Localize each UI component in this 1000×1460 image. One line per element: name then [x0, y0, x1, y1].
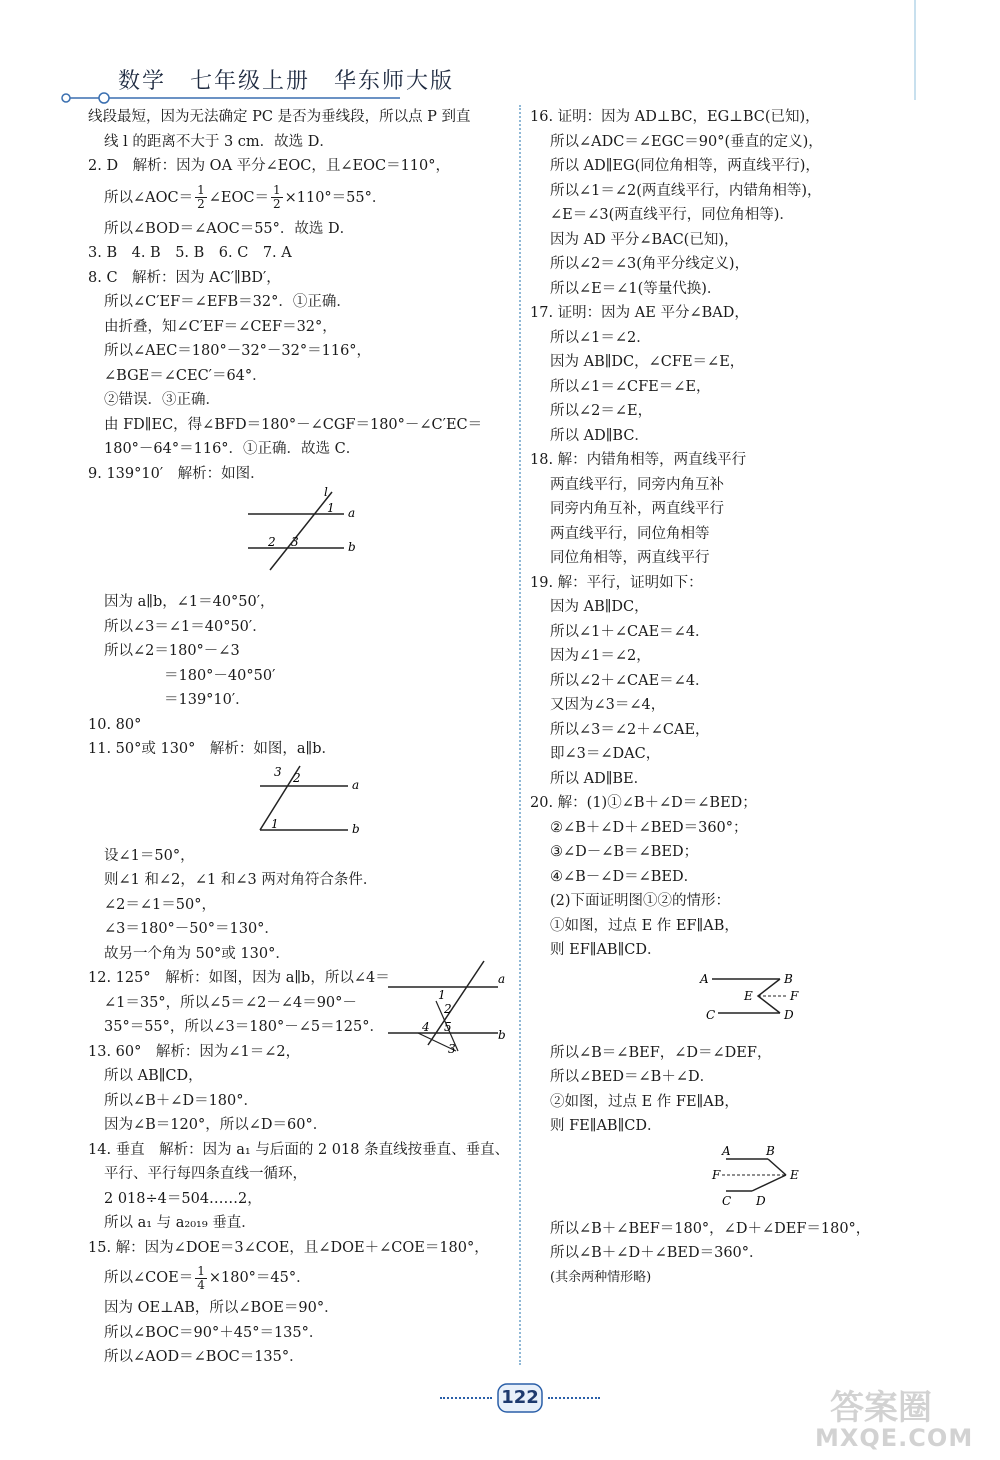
text-line: 所以∠3＝∠2＋∠CAE，	[550, 721, 710, 738]
figure-label: b	[498, 1028, 506, 1042]
text-line: 所以∠2＝∠E，	[550, 403, 653, 419]
figure-label: a	[352, 777, 360, 792]
text-line: 两直线平行，同旁内角互补	[550, 476, 724, 493]
figure-label: D	[784, 1007, 794, 1022]
text-line: 同位角相等，两直线平行	[550, 550, 710, 566]
text-line: ②错误．③正确．	[104, 392, 220, 408]
figure-label: l	[324, 486, 328, 499]
figure-label: 1	[271, 816, 279, 831]
text-line: 所以∠ADC＝∠EGC＝90°(垂直的定义)，	[550, 133, 823, 150]
text-line: 所以∠B＋∠D＝180°．	[104, 1092, 259, 1109]
page-header	[0, 0, 1000, 100]
fraction-denominator: 2	[272, 197, 281, 211]
text-line: 则 EF∥AB∥CD．	[550, 942, 662, 958]
figure-label: 3	[274, 764, 282, 779]
text-line: 所以∠2＝180°－∠3	[104, 643, 240, 659]
figure-9	[88, 486, 506, 590]
text-segment: ×180°＝45°．	[208, 1270, 311, 1286]
text-line: (2)下面证明图①②的情形：	[550, 893, 731, 909]
text-line: 所以∠1＝∠2(两直线平行，内错角相等)，	[550, 182, 822, 199]
text-line: 线段最短，因为无法确定 PC 是否为垂线段，所以点 P 到直	[88, 109, 471, 125]
page-number: 122	[501, 1387, 539, 1408]
fraction-line	[88, 1260, 506, 1296]
text-line: ∠E＝∠3(两直线平行，同位角相等)．	[550, 207, 794, 223]
figure-label: 1	[327, 501, 335, 515]
text-line: 所以∠B＝∠BEF，∠D＝∠DEF，	[550, 1044, 772, 1061]
watermark-site: MXQE.COM	[815, 1424, 974, 1452]
text-line: 两直线平行，同位角相等	[550, 525, 710, 542]
text-line: 所以∠2＋∠CAE＝∠4．	[550, 672, 710, 689]
text-segment: 所以∠AOC＝	[104, 189, 194, 206]
text-line: 设∠1＝50°，	[104, 847, 195, 864]
text-line: 180°－64°＝116°．①正确．故选 C．	[104, 441, 361, 457]
figure-label: F	[712, 1167, 721, 1182]
text-line: 19. 解：平行，证明如下：	[530, 574, 703, 591]
fraction-numerator: 1	[197, 1263, 205, 1278]
figure-label: 2	[268, 535, 276, 549]
text-line: 15. 解：因为∠DOE＝3∠COE，且∠DOE＋∠COE＝180°，	[88, 1239, 489, 1256]
text-line: 因为 AD 平分∠BAC(已知)，	[550, 231, 739, 248]
text-line: 所以∠BED＝∠B＋∠D．	[550, 1069, 715, 1085]
text-segment: ∠EOC＝	[208, 189, 269, 206]
text-line: 所以∠1＝∠2．	[550, 329, 651, 346]
fraction-numerator: 1	[197, 183, 205, 197]
text-line: 12. 125° 解析：如图，因为 a∥b，所以∠4＝	[88, 970, 390, 986]
figure-label: 2	[293, 770, 301, 785]
figure-label: E	[790, 1167, 799, 1182]
text-line: ∠1＝35°，所以∠5＝∠2－∠4＝90°－	[104, 994, 357, 1011]
text-line: 17. 证明：因为 AE 平分∠BAD，	[530, 305, 749, 321]
text-line: 所以∠2＝∠3(角平分线定义)，	[550, 256, 750, 272]
text-line: 所以 AD∥EG(同位角相等，两直线平行)，	[550, 158, 820, 174]
fraction-denominator: 2	[197, 197, 205, 211]
header-decoration-line	[60, 92, 400, 104]
text-line: 所以∠3＝∠1＝40°50′．	[104, 618, 267, 635]
figure-label: 5	[444, 1020, 452, 1034]
text-line: 因为 AB∥DC，∠CFE＝∠E，	[550, 354, 745, 370]
figure-label: 1	[438, 988, 446, 1002]
text-line: 9. 139°10′ 解析：如图．	[88, 465, 265, 482]
text-line: 因为 a∥b，∠1＝40°50′，	[104, 594, 275, 610]
right-column	[530, 105, 910, 1290]
figure-label: B	[784, 971, 793, 986]
text-segment: 所以∠COE＝	[104, 1270, 194, 1286]
fraction	[195, 1265, 207, 1292]
footer-dots-right	[548, 1397, 600, 1399]
figure-label: A	[722, 1143, 731, 1158]
text-line: 14. 垂直 解析：因为 a₁ 与后面的 2 018 条直线按垂直、垂直、	[88, 1141, 510, 1158]
watermark-logo: 答案圈	[830, 1388, 932, 1428]
text-line: 10. 80°	[88, 716, 142, 733]
text-line: 所以 AB∥CD，	[104, 1068, 203, 1084]
figure-label: F	[790, 988, 799, 1003]
text-line: 所以∠E＝∠1(等量代换)．	[550, 280, 722, 297]
text-line: ①如图，过点 E 作 EF∥AB，	[550, 917, 739, 934]
text-line: ∠3＝180°－50°＝130°．	[104, 921, 279, 937]
text-line: 故另一个角为 50°或 130°．	[104, 945, 290, 962]
text-line: 所以 AD∥BC．	[550, 427, 649, 444]
text-line: 所以 AD∥BE．	[550, 770, 649, 787]
text-line: ＝139°10′．	[164, 692, 250, 708]
text-line: 则∠1 和∠2，∠1 和∠3 两对角符合条件．	[104, 872, 378, 888]
figure-label: 3	[291, 535, 299, 549]
figure-label: B	[766, 1143, 775, 1158]
figure-label: 4	[422, 1020, 430, 1034]
margin-rule	[914, 0, 916, 100]
fraction-denominator: 4	[197, 1277, 205, 1292]
figure-label: 3	[448, 1042, 456, 1056]
text-line: 同旁内角互补，两直线平行	[550, 501, 724, 517]
text-line: 线 l 的距离不大于 3 cm．故选 D．	[104, 133, 334, 150]
text-line: ②∠B＋∠D＋∠BED＝360°；	[550, 819, 748, 836]
text-line: 所以∠BOC＝90°＋45°＝135°．	[104, 1324, 324, 1341]
text-line: 35°＝55°，所以∠3＝180°－∠5＝125°．	[104, 1019, 385, 1035]
fraction	[271, 184, 283, 211]
figure-label: D	[756, 1193, 766, 1208]
text-line: ∠BGE＝∠CEC′＝64°．	[104, 367, 267, 384]
figure-label: C	[722, 1193, 732, 1208]
text-line: 又因为∠3＝∠4，	[550, 697, 666, 713]
text-line: 所以 a₁ 与 a₂₀₁₉ 垂直．	[104, 1215, 256, 1231]
text-line: 由 FD∥EC，得∠BFD＝180°－∠CGF＝180°－∠C′EC＝	[104, 416, 483, 433]
figure-label: b	[352, 821, 360, 836]
text-line: 所以∠AEC＝180°－32°－32°＝116°，	[104, 343, 372, 359]
book-title: 数学 七年级上册 华东师大版	[118, 69, 455, 94]
text-line: 所以∠B＋∠D＋∠BED＝360°．	[550, 1245, 764, 1261]
figure-20-1	[530, 963, 910, 1041]
text-line: 8. C 解析：因为 AC′∥BD′，	[88, 269, 281, 286]
text-line: 因为 AB∥DC，	[550, 599, 649, 615]
fraction-numerator: 1	[272, 183, 281, 197]
figure-label: 2	[444, 1002, 452, 1016]
text-line: 平行、平行每四条直线一循环，	[104, 1166, 307, 1182]
text-line: 所以∠BOD＝∠AOC＝55°．故选 D．	[104, 220, 355, 237]
page-footer	[440, 1378, 600, 1418]
text-line: 则 FE∥AB∥CD．	[550, 1118, 662, 1134]
text-line: 即∠3＝∠DAC，	[550, 746, 661, 762]
text-line: 因为∠B＝120°，所以∠D＝60°．	[104, 1117, 328, 1133]
text-line: 3. B 4. B 5. B 6. C 7. A	[88, 245, 292, 261]
column-divider	[519, 105, 521, 1365]
text-line: ④∠B－∠D＝∠BED．	[550, 868, 699, 885]
figure-label: a	[498, 972, 506, 986]
figure-label: E	[744, 988, 753, 1003]
fraction	[195, 184, 207, 211]
text-line: 所以∠C′EF＝∠EFB＝32°．①正确．	[104, 294, 351, 310]
figure-12	[388, 957, 506, 1057]
text-line: 13. 60° 解析：因为∠1＝∠2，	[88, 1043, 301, 1060]
figure-label: a	[348, 506, 356, 520]
figure-20-2	[530, 1139, 910, 1217]
text-line: 因为∠1＝∠2，	[550, 648, 651, 664]
text-line: 2. D 解析：因为 OA 平分∠EOC，且∠EOC＝110°，	[88, 158, 451, 174]
text-line: 11. 50°或 130° 解析：如图，a∥b．	[88, 741, 337, 757]
text-line: 所以∠B＋∠BEF＝180°，∠D＋∠DEF＝180°，	[550, 1220, 871, 1237]
text-line: 所以∠1＝∠CFE＝∠E，	[550, 378, 711, 395]
text-line: 所以∠AOD＝∠BOC＝135°．	[104, 1349, 304, 1365]
text-line: ∠2＝∠1＝50°，	[104, 896, 216, 913]
text-line: ②如图，过点 E 作 FE∥AB，	[550, 1093, 739, 1110]
fraction-line	[88, 179, 506, 217]
figure-label: A	[700, 971, 709, 986]
text-segment: ×110°＝55°．	[284, 189, 387, 206]
text-line: 2 018÷4＝504……2，	[104, 1190, 262, 1207]
text-line: ③∠D－∠B＝∠BED；	[550, 844, 699, 860]
footer-dots-left	[440, 1397, 492, 1399]
text-line: 20. 解：(1)①∠B＋∠D＝∠BED；	[530, 795, 757, 811]
figure-label: C	[706, 1007, 716, 1022]
text-line: 因为 OE⊥AB，所以∠BOE＝90°．	[104, 1300, 339, 1316]
text-line: ＝180°－40°50′	[164, 667, 276, 684]
figure-11	[88, 762, 506, 844]
text-line: 所以∠1＋∠CAE＝∠4．	[550, 623, 710, 640]
text-line: 由折叠，知∠C′EF＝∠CEF＝32°，	[104, 318, 337, 335]
figure-label: b	[348, 540, 356, 554]
text-line: 18. 解：内错角相等，两直线平行	[530, 452, 747, 468]
text-line: 16. 证明：因为 AD⊥BC，EG⊥BC(已知)，	[530, 109, 820, 125]
left-column	[88, 105, 510, 1370]
text-line: (其余两种情形略)	[550, 1269, 652, 1285]
